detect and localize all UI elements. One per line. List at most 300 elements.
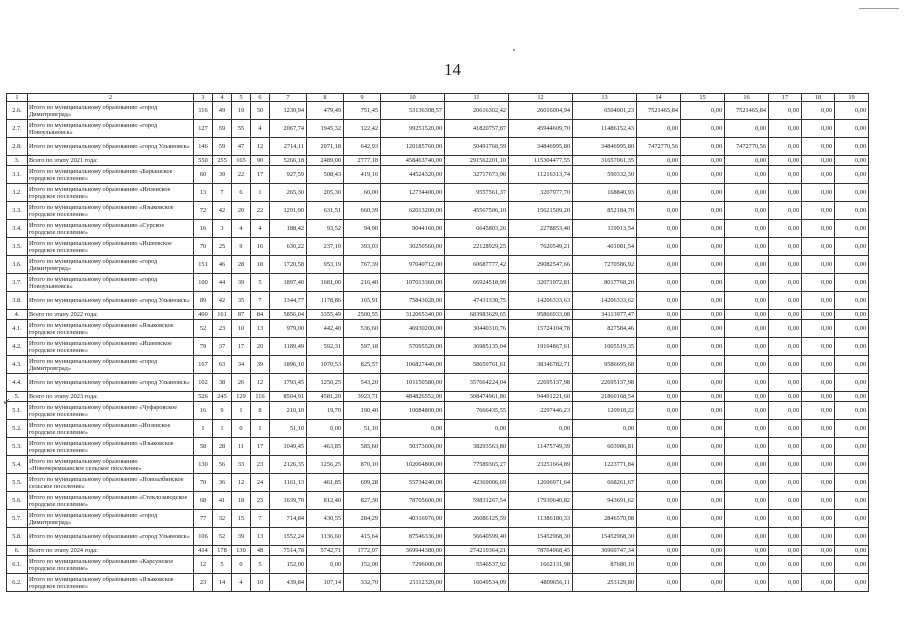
value-cell: 210,10: [270, 402, 307, 420]
value-cell: 0,00: [802, 456, 835, 474]
value-cell: 0,00: [769, 356, 802, 374]
value-cell: 0,00: [802, 310, 835, 320]
value-cell: 15452968,30: [509, 528, 573, 546]
value-cell: 0,00: [681, 338, 725, 356]
value-cell: 23: [251, 456, 270, 474]
municipality-row: [7, 320, 869, 338]
value-cell: 767,39: [344, 256, 381, 274]
value-cell: 32: [213, 510, 232, 528]
value-cell: 0,00: [725, 156, 769, 166]
value-cell: 284,29: [344, 510, 381, 528]
row-name: Итого по муниципальному образованию «Чуфаровское городское поселение»: [28, 402, 194, 420]
column-number-row: [7, 94, 869, 102]
value-cell: 102: [194, 374, 213, 392]
value-cell: 7296000,00: [381, 556, 445, 574]
value-cell: 0,00: [637, 546, 681, 556]
value-cell: 414: [194, 546, 213, 556]
value-cell: 0,00: [835, 156, 869, 166]
row-name: Всего по этапу 2023 года:: [28, 392, 194, 402]
value-cell: 9586695,68: [573, 356, 637, 374]
value-cell: 0,00: [835, 220, 869, 238]
row-name: Итого по муниципальному образованию «Барышское городское поселение»: [28, 166, 194, 184]
value-cell: 51,10: [344, 420, 381, 438]
row-index: 3.1.: [7, 166, 28, 184]
value-cell: 0,00: [637, 510, 681, 528]
value-cell: 458463740,00: [381, 156, 445, 166]
value-cell: 18: [251, 256, 270, 274]
value-cell: 13: [194, 184, 213, 202]
value-cell: 0,00: [637, 474, 681, 492]
value-cell: 56: [213, 456, 232, 474]
row-index: 3.2.: [7, 184, 28, 202]
value-cell: 0: [232, 420, 251, 438]
value-cell: 0,00: [307, 420, 344, 438]
value-cell: 0,00: [769, 556, 802, 574]
value-cell: 0,00: [681, 356, 725, 374]
value-cell: 0,00: [681, 402, 725, 420]
row-name: Итого по муниципальному образованию «Стеклозаводское городское поселение»: [28, 492, 194, 510]
value-cell: 66924518,99: [445, 274, 509, 292]
row-name: Итого по муниципальному образованию «Ишеевское городское поселение»: [28, 338, 194, 356]
value-cell: 87546336,00: [381, 528, 445, 546]
value-cell: 34113977,47: [573, 310, 637, 320]
value-cell: 0,00: [769, 492, 802, 510]
value-cell: 58: [194, 438, 213, 456]
value-cell: 0,00: [637, 574, 681, 592]
value-cell: 77589365,27: [445, 456, 509, 474]
column-number: 11: [445, 94, 509, 102]
value-cell: 47431330,75: [445, 292, 509, 310]
value-cell: 45567506,10: [445, 202, 509, 220]
value-cell: 39: [232, 274, 251, 292]
value-cell: 0,00: [681, 392, 725, 402]
municipality-row: [7, 402, 869, 420]
value-cell: 14206333,63: [509, 292, 573, 310]
value-cell: 9044160,00: [381, 220, 445, 238]
value-cell: 37: [213, 338, 232, 356]
value-cell: 0,00: [725, 374, 769, 392]
value-cell: 0,00: [769, 274, 802, 292]
value-cell: 28: [232, 256, 251, 274]
value-cell: 0,00: [835, 338, 869, 356]
value-cell: 751,45: [344, 102, 381, 120]
column-number: 15: [681, 94, 725, 102]
value-cell: 668261,67: [573, 474, 637, 492]
value-cell: 0,00: [835, 184, 869, 202]
value-cell: 15724104,78: [509, 320, 573, 338]
value-cell: 597,18: [344, 338, 381, 356]
row-name: Итого по муниципальному образованию «город Димитровград»: [28, 356, 194, 374]
value-cell: 631,51: [307, 202, 344, 220]
value-cell: 0,00: [835, 102, 869, 120]
value-cell: 0,00: [802, 392, 835, 402]
value-cell: 630,22: [270, 238, 307, 256]
value-cell: 0,00: [725, 238, 769, 256]
value-cell: 1230,94: [270, 102, 307, 120]
value-cell: 2278853,40: [509, 220, 573, 238]
value-cell: 1552,24: [270, 528, 307, 546]
value-cell: 10: [251, 574, 270, 592]
value-cell: 0,00: [725, 546, 769, 556]
value-cell: 50: [251, 102, 270, 120]
value-cell: 0,00: [835, 456, 869, 474]
value-cell: 77: [194, 510, 213, 528]
value-cell: 13: [251, 320, 270, 338]
value-cell: 60,00: [344, 184, 381, 202]
value-cell: 10084800,00: [381, 402, 445, 420]
value-cell: 99251520,00: [381, 120, 445, 138]
value-cell: 5742,71: [307, 546, 344, 556]
value-cell: 5: [251, 556, 270, 574]
row-index: 5.6.: [7, 492, 28, 510]
value-cell: 188,42: [270, 220, 307, 238]
value-cell: 0,00: [681, 256, 725, 274]
municipality-row: [7, 166, 869, 184]
value-cell: 1: [232, 402, 251, 420]
value-cell: 52: [213, 528, 232, 546]
value-cell: 57095520,00: [381, 338, 445, 356]
value-cell: 44524320,00: [381, 166, 445, 184]
row-index: 4.4.: [7, 374, 28, 392]
value-cell: 39: [232, 528, 251, 546]
municipality-row: [7, 574, 869, 592]
corner-scan-line: [859, 8, 899, 9]
value-cell: 1005519,35: [573, 338, 637, 356]
value-cell: 115304477,55: [509, 156, 573, 166]
value-cell: 16: [194, 220, 213, 238]
municipality-row: [7, 510, 869, 528]
value-cell: 146: [194, 138, 213, 156]
value-cell: 41: [213, 492, 232, 510]
value-cell: 0,00: [725, 438, 769, 456]
value-cell: 24: [251, 474, 270, 492]
value-cell: 106: [194, 528, 213, 546]
value-cell: 0,00: [681, 474, 725, 492]
value-cell: 0,00: [681, 510, 725, 528]
value-cell: 167: [194, 356, 213, 374]
value-cell: 927,59: [270, 166, 307, 184]
value-cell: 0,00: [802, 320, 835, 338]
column-number: 18: [802, 94, 835, 102]
value-cell: 0,00: [725, 220, 769, 238]
row-name: Итого по муниципальному образованию «Ишеевское городское поселение»: [28, 238, 194, 256]
value-cell: 165: [232, 156, 251, 166]
value-cell: 127: [194, 120, 213, 138]
row-name: Всего по этапу 2021 года:: [28, 156, 194, 166]
value-cell: 943691,62: [573, 492, 637, 510]
value-cell: 0,00: [637, 420, 681, 438]
value-cell: 20: [232, 202, 251, 220]
value-cell: 0,00: [725, 202, 769, 220]
value-cell: 42: [213, 292, 232, 310]
value-cell: 6504001,23: [573, 102, 637, 120]
value-cell: 3355,49: [307, 310, 344, 320]
column-number: 9: [344, 94, 381, 102]
value-cell: 255: [213, 156, 232, 166]
value-cell: 33: [232, 456, 251, 474]
value-cell: 20: [251, 338, 270, 356]
value-cell: 35: [232, 292, 251, 310]
row-index: 5.5.: [7, 474, 28, 492]
value-cell: 979,00: [270, 320, 307, 338]
value-cell: 357664224,04: [445, 374, 509, 392]
value-cell: 0,00: [769, 184, 802, 202]
value-cell: 19: [232, 102, 251, 120]
value-cell: 0,00: [802, 166, 835, 184]
value-cell: 11386180,33: [509, 510, 573, 528]
value-cell: 0,00: [835, 510, 869, 528]
value-cell: 17930640,82: [509, 492, 573, 510]
municipality-row: [7, 202, 869, 220]
value-cell: 0,00: [725, 356, 769, 374]
value-cell: 590332,30: [573, 166, 637, 184]
row-name: Итого по муниципальному образованию «город Ульяновск»: [28, 138, 194, 156]
municipality-row: [7, 238, 869, 256]
value-cell: 312065340,00: [381, 310, 445, 320]
value-cell: 1178,86: [307, 292, 344, 310]
row-index: 6.1.: [7, 556, 28, 574]
value-cell: 101150580,00: [381, 374, 445, 392]
row-index: 4.3.: [7, 356, 28, 374]
value-cell: 0,00: [637, 556, 681, 574]
value-cell: 430,55: [307, 510, 344, 528]
value-cell: 6: [232, 184, 251, 202]
value-cell: 42: [213, 202, 232, 220]
value-cell: 1250,25: [307, 374, 344, 392]
value-cell: 0,00: [769, 156, 802, 166]
column-number: 19: [835, 94, 869, 102]
value-cell: 3923,71: [344, 392, 381, 402]
municipality-row: [7, 274, 869, 292]
row-index: 5.8.: [7, 528, 28, 546]
value-cell: 0,00: [769, 392, 802, 402]
value-cell: 7: [213, 184, 232, 202]
value-cell: 0,00: [802, 184, 835, 202]
value-cell: 274210364,21: [445, 546, 509, 556]
value-cell: 1: [213, 420, 232, 438]
value-cell: 0,00: [725, 402, 769, 420]
value-cell: 0,00: [637, 338, 681, 356]
value-cell: 2067,74: [270, 120, 307, 138]
value-cell: 11475749,39: [509, 438, 573, 456]
value-cell: 0,00: [802, 556, 835, 574]
value-cell: 0,00: [681, 166, 725, 184]
municipality-row: [7, 556, 869, 574]
value-cell: 1161,13: [270, 474, 307, 492]
value-cell: 0,00: [802, 438, 835, 456]
row-name: Итого по муниципальному образованию «Карсунское городское поселение»: [28, 556, 194, 574]
column-number: 8: [307, 94, 344, 102]
value-cell: 7620549,21: [509, 238, 573, 256]
value-cell: 12: [251, 138, 270, 156]
value-cell: 0,00: [681, 220, 725, 238]
value-cell: 0,00: [769, 546, 802, 556]
value-cell: 119913,54: [573, 220, 637, 238]
row-index: 3.: [7, 156, 28, 166]
row-index: 3.5.: [7, 238, 28, 256]
row-index: 3.6.: [7, 256, 28, 274]
value-cell: 9: [232, 238, 251, 256]
value-cell: 0,00: [802, 420, 835, 438]
value-cell: 7521465,84: [637, 102, 681, 120]
row-name: Итого по муниципальному образованию «Инзенское городское поселение»: [28, 184, 194, 202]
value-cell: 0,00: [802, 102, 835, 120]
value-cell: 107,14: [307, 574, 344, 592]
row-name: Итого по муниципальному образованию «город Новоульяновск»: [28, 274, 194, 292]
margin-mark: ↙: [3, 396, 11, 406]
municipality-row: [7, 420, 869, 438]
value-cell: 0,00: [769, 166, 802, 184]
value-cell: 14: [213, 574, 232, 592]
value-cell: 0,00: [573, 420, 637, 438]
value-cell: 62013200,00: [381, 202, 445, 220]
value-cell: 0,00: [637, 356, 681, 374]
value-cell: 0,00: [835, 392, 869, 402]
value-cell: 0,00: [835, 492, 869, 510]
value-cell: 70: [194, 474, 213, 492]
stage-total-row: [7, 156, 869, 166]
value-cell: 0,00: [835, 120, 869, 138]
value-cell: 1070,53: [307, 356, 344, 374]
value-cell: 237,19: [307, 238, 344, 256]
value-cell: 48: [251, 546, 270, 556]
value-cell: 0,00: [835, 438, 869, 456]
municipality-row: [7, 438, 869, 456]
value-cell: 129: [232, 392, 251, 402]
value-cell: 7: [251, 510, 270, 528]
value-cell: 2777,18: [344, 156, 381, 166]
value-cell: 953,19: [307, 256, 344, 274]
value-cell: 1896,10: [270, 356, 307, 374]
value-cell: 6645803,26: [445, 220, 509, 238]
value-cell: 0,00: [769, 574, 802, 592]
value-cell: 0,00: [725, 256, 769, 274]
row-index: 6.2.: [7, 574, 28, 592]
value-cell: 0,00: [802, 546, 835, 556]
value-cell: 122,42: [344, 120, 381, 138]
value-cell: 9: [213, 402, 232, 420]
value-cell: 0,00: [307, 556, 344, 574]
value-cell: 32717673,96: [445, 166, 509, 184]
value-cell: 25: [213, 238, 232, 256]
value-cell: 12734400,00: [381, 184, 445, 202]
value-cell: 0,00: [835, 166, 869, 184]
value-cell: 0,00: [835, 138, 869, 156]
value-cell: 0,00: [725, 574, 769, 592]
value-cell: 0,00: [637, 528, 681, 546]
value-cell: 59831267,54: [445, 492, 509, 510]
column-number: 12: [509, 94, 573, 102]
value-cell: 55: [232, 120, 251, 138]
row-name: Итого по муниципальному образованию «город Новоульяновск»: [28, 120, 194, 138]
value-cell: 130: [232, 546, 251, 556]
value-cell: 0,00: [835, 556, 869, 574]
value-cell: 59: [213, 138, 232, 156]
value-cell: 1897,40: [270, 274, 307, 292]
value-cell: 0,00: [802, 292, 835, 310]
row-index: 2.7.: [7, 120, 28, 138]
row-name: Итого по муниципальному образованию «Языковское городское поселение»: [28, 202, 194, 220]
row-name: Итого по муниципальному образованию «город Димитровград»: [28, 102, 194, 120]
value-cell: 0,00: [802, 356, 835, 374]
value-cell: 0,00: [637, 402, 681, 420]
stage-total-row: [7, 392, 869, 402]
value-cell: 29082547,66: [509, 256, 573, 274]
value-cell: 51,10: [270, 420, 307, 438]
row-name: Всего по этапу 2024 года:: [28, 546, 194, 556]
value-cell: 4809656,11: [509, 574, 573, 592]
value-cell: 32071072,81: [509, 274, 573, 292]
value-cell: 0,00: [835, 474, 869, 492]
value-cell: 0,00: [637, 166, 681, 184]
column-number: 10: [381, 94, 445, 102]
value-cell: 1291,90: [270, 202, 307, 220]
value-cell: 16: [194, 402, 213, 420]
row-index: 5.7.: [7, 510, 28, 528]
value-cell: 14206333,62: [573, 292, 637, 310]
value-cell: 152,00: [270, 556, 307, 574]
value-cell: 5266,18: [270, 156, 307, 166]
value-cell: 13: [251, 528, 270, 546]
value-cell: 0,00: [681, 156, 725, 166]
value-cell: 59: [213, 120, 232, 138]
row-index: 5.2.: [7, 420, 28, 438]
municipality-row: [7, 338, 869, 356]
column-number: 2: [28, 94, 194, 102]
value-cell: 0,00: [509, 420, 573, 438]
value-cell: 116: [251, 392, 270, 402]
value-cell: 0,00: [769, 292, 802, 310]
value-cell: 479,49: [307, 102, 344, 120]
value-cell: 484826552,00: [381, 392, 445, 402]
value-cell: 20616302,42: [445, 102, 509, 120]
value-cell: 36: [213, 474, 232, 492]
value-cell: 95866933,08: [509, 310, 573, 320]
municipality-row: [7, 220, 869, 238]
value-cell: 0,00: [802, 274, 835, 292]
value-cell: 0,00: [802, 510, 835, 528]
value-cell: 0,00: [835, 292, 869, 310]
value-cell: 0,00: [802, 156, 835, 166]
value-cell: 642,93: [344, 138, 381, 156]
value-cell: 15621509,20: [509, 202, 573, 220]
value-cell: 5: [213, 556, 232, 574]
value-cell: 415,64: [344, 528, 381, 546]
value-cell: 7472770,56: [637, 138, 681, 156]
value-cell: 68: [194, 492, 213, 510]
value-cell: 16: [251, 238, 270, 256]
value-cell: 17: [251, 166, 270, 184]
value-cell: 0,00: [381, 420, 445, 438]
value-cell: 38293563,80: [445, 438, 509, 456]
value-cell: 60687777,42: [445, 256, 509, 274]
value-cell: 253129,80: [573, 574, 637, 592]
value-cell: 0,00: [802, 474, 835, 492]
value-cell: 38346782,71: [509, 356, 573, 374]
column-number: 4: [213, 94, 232, 102]
value-cell: 0,00: [637, 220, 681, 238]
value-cell: 11: [232, 438, 251, 456]
value-cell: 827584,46: [573, 320, 637, 338]
value-cell: 2846570,08: [573, 510, 637, 528]
value-cell: 0: [232, 556, 251, 574]
value-cell: 28: [213, 438, 232, 456]
municipality-row: [7, 528, 869, 546]
value-cell: 0,00: [769, 338, 802, 356]
value-cell: 0,00: [802, 402, 835, 420]
value-cell: 60: [194, 166, 213, 184]
value-cell: 0,00: [769, 256, 802, 274]
